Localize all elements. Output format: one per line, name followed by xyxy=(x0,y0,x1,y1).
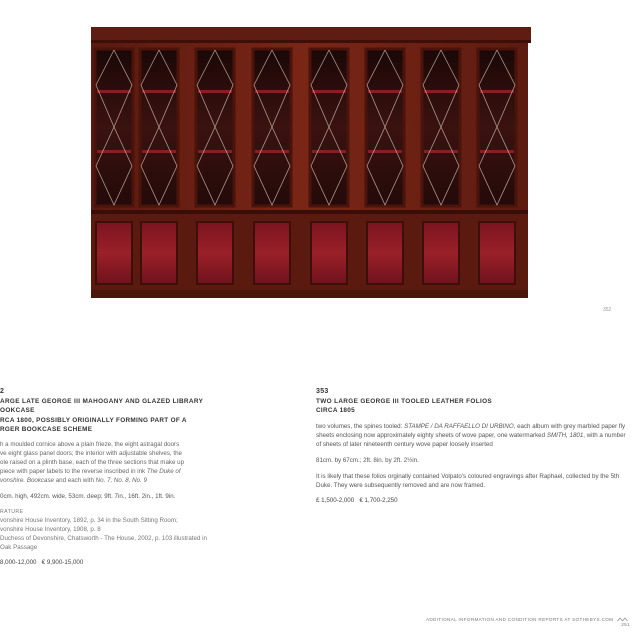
lower-red-panel xyxy=(367,222,403,284)
lower-red-panel xyxy=(96,222,132,284)
glazed-door xyxy=(253,49,291,206)
lot-description: two volumes, the spines tooled: STAMPE / DA RAFFAELLO DI URBINO, each album with grey marbled paper fly sheets enclosing now approximately eighty sheets of wove paper, one watermarked SMITH, 1801, with a number of sheets of later nineteenth century wove paper loosely inserted xyxy=(316,422,626,448)
lot-estimate: £ 1,500-2,000 € 1,700-2,250 xyxy=(316,496,398,504)
glazed-door xyxy=(478,49,516,206)
glazed-door xyxy=(140,49,178,206)
lot-title-line1: ARGE LATE GEORGE III MAHOGANY AND GLAZED LIBRARY xyxy=(0,398,204,406)
lot-note: It is likely that these folios orginally contained Volpato's coloured engravings after Raphael, collected by the 5th Duke. They were subsequently removed and are now framed. xyxy=(316,472,620,489)
bookcase-photo xyxy=(0,0,640,310)
lower-red-panel xyxy=(479,222,515,284)
glazed-door xyxy=(310,49,348,206)
literature-entry-1: vonshire House Inventory, 1892, p. 34 in the South Sitting Room; xyxy=(0,516,178,524)
page-footer xyxy=(420,617,630,627)
lot-number: 353 xyxy=(316,388,329,395)
glazed-door xyxy=(366,49,404,206)
lower-red-panel xyxy=(197,222,233,284)
lot-title: TWO LARGE GEORGE III TOOLED LEATHER FOLIOS xyxy=(316,398,493,406)
lot-estimate: 8,000-12,000 € 9,900-15,000 xyxy=(0,558,84,566)
lot-subtitle-line2: RGER BOOKCASE SCHEME xyxy=(0,425,93,433)
glazed-door xyxy=(95,49,133,206)
glazed-door xyxy=(196,49,234,206)
lower-red-panel xyxy=(254,222,290,284)
plinth-base xyxy=(91,290,528,298)
lot-title-line2: OOKCASE xyxy=(0,407,35,415)
lot-dimensions: 0cm. high, 492cm. wide, 53cm. deep; 9ft. 7in., 16ft. 2in., 1ft. 9in. xyxy=(0,493,176,501)
page-number: 251 xyxy=(621,622,630,628)
lower-red-panel xyxy=(311,222,347,284)
footer-text: ADDITIONAL INFORMATION AND CONDITION REPORTS AT SOTHEBYS.COM xyxy=(425,617,614,622)
cornice xyxy=(91,27,531,42)
lot-description: h a moulded cornice above a plain frieze, the eight astragal doors ve eight glass panel doors; the interior with adjustable shelves, the ole raised on a plinth base, each of the three sections that make up piece with paper labels to the reverse inscribed in ink The Duke of vonshire. Bookcase and each with No. 7, No. 8, No. 9 xyxy=(0,441,185,485)
lot-dimensions: 81cm. by 67cm.; 2ft. 8in. by 2ft. 2½in. xyxy=(316,456,419,464)
lower-red-panel xyxy=(141,222,177,284)
literature-entry-3: Duchess of Devonshire, Chatsworth - The House, 2002, p. 103 illustrated in xyxy=(0,534,207,542)
literature-entry-2: vonshire House Inventory, 1908, p. 8 xyxy=(0,525,101,533)
literature-label: RATURE xyxy=(0,509,24,516)
lot-date: CIRCA 1805 xyxy=(316,407,355,415)
lower-red-panel xyxy=(423,222,459,284)
glazed-door xyxy=(422,49,460,206)
plate-number: 352 xyxy=(603,307,612,313)
lot-352-column xyxy=(0,387,286,568)
lot-subtitle-line1: RCA 1800, POSSIBLY ORIGINALLY FORMING PART OF A xyxy=(0,416,187,424)
lot-number: 2 xyxy=(0,388,5,395)
lot-353-column xyxy=(316,387,626,506)
literature-entry-4: Oak Passage xyxy=(0,543,38,551)
